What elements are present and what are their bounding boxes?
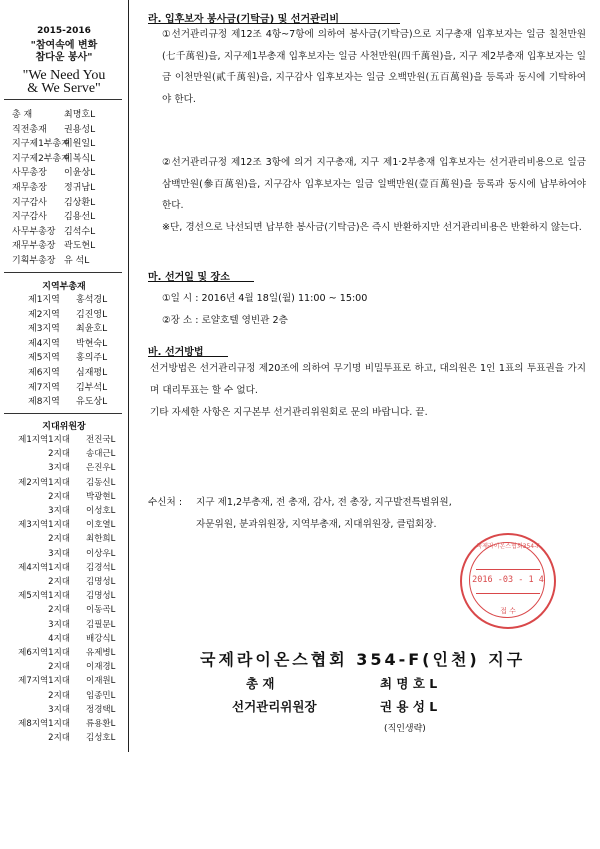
section-ma-title-text: 마. 선거일 및 장소 — [148, 272, 230, 283]
district-row — [6, 561, 124, 575]
district-row-name: 이성호L — [86, 506, 116, 516]
region-row-name: 홍석경L — [76, 295, 108, 305]
section-ba-title — [148, 343, 204, 358]
district-row-name: 김성호L — [86, 733, 116, 744]
district-row — [6, 490, 124, 504]
sidebar-divider — [4, 272, 122, 273]
district-row — [6, 447, 124, 461]
officer-row-title: 사무부총장 — [12, 226, 56, 237]
section-ra-title-text: 라. 입후보자 봉사금(기탁금) 및 선거관리비 — [148, 14, 340, 25]
district-row-name: 김동신L — [86, 477, 116, 488]
district-row — [6, 632, 124, 646]
district-row — [6, 689, 124, 703]
title-underline — [148, 356, 228, 357]
officer-row — [8, 181, 120, 196]
district-row — [6, 589, 124, 603]
section-ra-item-1: ①선거관리규정 제12조 4항~7항에 의하여 봉사금(기탁금)으로 지구총재 입후보자는 일금 칠천만원(七千萬원)을, 지구제1부총재 입후보자는 일금 사천만원(四千萬원)을, 지구 제2부총재 입후보자는 일금 이천만원(貳千萬원)을, 지구감사 입후보자는 일금 오백만원(五百萬원)을 등록과 동시에 기탁하여야 한다. — [162, 29, 586, 105]
district-row-title: 제8지역1지대 — [18, 719, 70, 729]
stamp-divider — [476, 569, 540, 570]
officer-row-name: 김상환L — [64, 197, 96, 208]
district-row-name: 이호열L — [86, 520, 116, 531]
district-row-title: 2지대 — [48, 577, 70, 587]
sidebar-year: 2015-2016 — [37, 26, 91, 36]
eng-slogan-line-1: "We Need You — [22, 68, 106, 83]
recipients-line-1: 지구 제1,2부총재, 전 총재, 감사, 전 총장, 지구발전특별위원, — [196, 497, 452, 508]
district-row-title: 제1지역1지대 — [18, 435, 70, 445]
district-row-name: 이상우L — [86, 548, 116, 559]
region-row-title: 제8지역 — [28, 397, 60, 408]
region-row — [8, 337, 120, 352]
officer-row-name: 김석수L — [64, 226, 96, 237]
district-row-name: 이재원L — [86, 676, 116, 687]
district-row-name: 김명성L — [86, 577, 116, 587]
stamp-divider — [476, 593, 540, 594]
district-row-title: 3지대 — [48, 548, 70, 559]
district-row-title: 제3지역1지대 — [18, 520, 70, 531]
district-row-title: 4지대 — [48, 633, 70, 644]
officer-row-title: 재무부총장 — [12, 241, 56, 252]
officer-row-name: 유 석L — [64, 256, 90, 266]
region-row-name: 유도상L — [76, 397, 108, 408]
district-row-name: 이재경L — [86, 662, 116, 673]
officer-row-title: 사무총장 — [12, 168, 47, 179]
officer-row — [8, 196, 120, 211]
region-row-name: 심재평L — [76, 368, 108, 378]
officer-row-name: 최명호L — [64, 110, 96, 120]
district-row — [6, 476, 124, 490]
recipients-line-2: 자문위원, 분과위원장, 지역부총재, 지대위원장, 클럽회장. — [196, 519, 437, 530]
section-ba-body: 선거방법은 선거관리규정 제20조에 의하여 무기명 비밀투표로 하고, 대의원은 1인 1표의 투표권을 가지며 대리투표는 할 수 없다. — [150, 363, 586, 396]
district-row-name: 배강식L — [86, 633, 116, 644]
district-row-title: 2지대 — [48, 690, 70, 701]
issuer-organization: 국제라이온스협회 354-F(인천) 지구 — [200, 650, 526, 669]
slogan-line-2: 참다운 봉사" — [35, 52, 93, 63]
district-row-title: 2지대 — [48, 534, 70, 545]
election-place: ②장 소 : 로얄호텔 영빈관 2층 — [162, 315, 288, 326]
officer-row — [8, 210, 120, 225]
district-row — [6, 618, 124, 632]
section-ra-item-2: ②선거관리규정 제12조 3항에 의거 지구총재, 지구 제1·2부총재 입후보자는 선거관리비용으로 일금 삼백만원(參百萬원)을, 지구감사 입후보자는 일금 일백만원(壹百萬원)을 등록과 동시에 납부하여야 한다. — [162, 157, 586, 211]
district-row — [6, 547, 124, 561]
region-row — [8, 395, 120, 410]
district-row-title: 제6지역1지대 — [18, 648, 70, 658]
district-row — [6, 461, 124, 475]
officer-row — [8, 152, 120, 167]
district-row-title: 3지대 — [48, 704, 70, 715]
section-ma-title — [148, 268, 230, 283]
district-row-title: 2지대 — [48, 662, 70, 673]
region-row — [8, 293, 120, 308]
signer-2-name: 권 용 성 L — [380, 699, 438, 714]
region-row-title: 제1지역 — [28, 295, 60, 305]
receipt-stamp — [460, 533, 556, 629]
district-row-name: 정경택L — [86, 704, 116, 715]
region-row-name: 박현숙L — [76, 338, 108, 349]
district-row-name: 송대근L — [86, 449, 116, 460]
region-row-name: 최윤호L — [76, 324, 108, 335]
region-row — [8, 381, 120, 396]
region-row-title: 제2지역 — [28, 309, 60, 320]
district-row-title: 2지대 — [48, 733, 70, 744]
district-row-name: 은진우L — [86, 463, 116, 474]
district-row-name: 임종민L — [86, 690, 116, 701]
officer-row — [8, 166, 120, 181]
district-row-name: 김명성L — [86, 591, 116, 602]
section-ra-note: ※단, 경선으로 낙선되면 납부한 봉사금(기탁금)은 즉시 반환하지만 선거관리비용은 반환하지 않는다. — [162, 222, 582, 233]
district-row-title: 제4지역1지대 — [18, 562, 70, 573]
district-row — [6, 603, 124, 617]
officer-row-title: 지구제1부총재 — [12, 139, 70, 150]
region-row — [8, 366, 120, 381]
district-row-title: 제2지역1지대 — [18, 477, 70, 488]
officer-row-title: 총 재 — [12, 110, 33, 120]
district-row — [6, 731, 124, 745]
district-row-title: 2지대 — [48, 605, 70, 616]
section-ba-closing: 기타 자세한 사항은 지구본부 선거관리위원회로 문의 바랍니다. 끝. — [150, 407, 428, 418]
sidebar-english-slogan — [0, 69, 128, 95]
district-row — [6, 433, 124, 447]
stamp-date: 2016 -03 - 1 4 — [472, 575, 544, 585]
officer-row — [8, 108, 120, 123]
officer-row — [8, 254, 120, 269]
region-row-title: 제6지역 — [28, 368, 60, 378]
district-row — [6, 532, 124, 546]
district-row-name: 김필문L — [86, 619, 116, 630]
stamp-received-text: 접 수 — [500, 607, 516, 615]
district-row-name: 유제병L — [86, 648, 116, 658]
district-row — [6, 504, 124, 518]
sidebar-officer-list — [0, 0, 129, 752]
district-row — [6, 660, 124, 674]
region-heading: 지역부총재 — [42, 282, 86, 292]
district-row — [6, 674, 124, 688]
officer-row — [8, 123, 120, 138]
region-row-name: 김진영L — [76, 309, 108, 320]
district-row-title: 2지대 — [48, 449, 70, 460]
district-row-title: 제7지역1지대 — [18, 676, 70, 687]
region-row-title: 제4지역 — [28, 338, 60, 349]
region-row-title: 제7지역 — [28, 382, 60, 393]
officer-row — [8, 137, 120, 152]
section-ra-title — [148, 10, 339, 25]
region-row — [8, 351, 120, 366]
region-row-name: 김부석L — [76, 382, 108, 393]
district-row-name: 박광현L — [86, 491, 116, 502]
officer-row-title: 지구제2부총재 — [12, 153, 70, 164]
district-row-name: 류용환L — [86, 719, 116, 729]
officer-row-title: 직전총재 — [12, 124, 47, 135]
officer-row-title: 지구감사 — [12, 197, 47, 208]
election-date: ①일 시 : 2016년 4월 18일(월) 11:00 ~ 15:00 — [162, 293, 368, 304]
district-row — [6, 646, 124, 660]
sidebar-divider — [4, 99, 122, 100]
district-row-title: 3지대 — [48, 619, 70, 630]
district-row-name: 이동곡L — [86, 605, 116, 616]
officer-row-name: 이윤상L — [64, 168, 96, 179]
region-row-title: 제5지역 — [28, 353, 60, 364]
officer-row-name: 이원일L — [64, 139, 96, 150]
officer-row-name: 김용선L — [64, 212, 96, 223]
recipients-label: 수신처 : — [148, 497, 183, 508]
officer-row-name: 정귀남L — [64, 183, 96, 193]
slogan-line-1: "참여속에 변화 — [30, 40, 98, 51]
district-row-name: 최한희L — [86, 534, 116, 545]
district-row — [6, 518, 124, 532]
signer-2-title: 선거관리위원장 — [232, 699, 317, 714]
officer-row — [8, 239, 120, 254]
stamp-org-text: 국제라이온스협회354-F — [476, 543, 540, 550]
district-row-title: 제5지역1지대 — [18, 591, 70, 602]
signer-1-title: 총 재 — [246, 676, 275, 691]
region-row-name: 홍의주L — [76, 353, 108, 364]
officer-row-name: 권용성L — [64, 124, 96, 135]
district-row — [6, 717, 124, 731]
section-ba-title-text: 바. 선거방법 — [148, 347, 204, 358]
district-heading: 지대위원장 — [42, 422, 86, 432]
officer-row-title: 지구감사 — [12, 212, 47, 223]
seal-omitted-note: (직인생략) — [384, 724, 426, 734]
title-underline — [148, 281, 254, 282]
officer-row — [8, 225, 120, 240]
officer-row-name: 곽도현L — [64, 241, 96, 252]
district-row-title: 3지대 — [48, 463, 70, 474]
region-row-title: 제3지역 — [28, 324, 60, 335]
sidebar-divider — [4, 413, 122, 414]
district-row — [6, 703, 124, 717]
signer-1-name: 최 명 호 L — [380, 676, 438, 691]
district-row-name: 김경석L — [86, 562, 116, 573]
district-row — [6, 575, 124, 589]
region-row — [8, 308, 120, 323]
officer-row-title: 기획부총장 — [12, 256, 56, 266]
sidebar-slogan — [0, 40, 128, 64]
region-row — [8, 322, 120, 337]
district-row-title: 2지대 — [48, 491, 70, 502]
officer-row-title: 재무총장 — [12, 183, 47, 193]
district-row-title: 3지대 — [48, 506, 70, 516]
eng-slogan-line-2: & We Serve" — [27, 81, 101, 96]
officer-row-name: 이복식L — [64, 153, 96, 164]
district-row-name: 전진국L — [86, 435, 116, 445]
